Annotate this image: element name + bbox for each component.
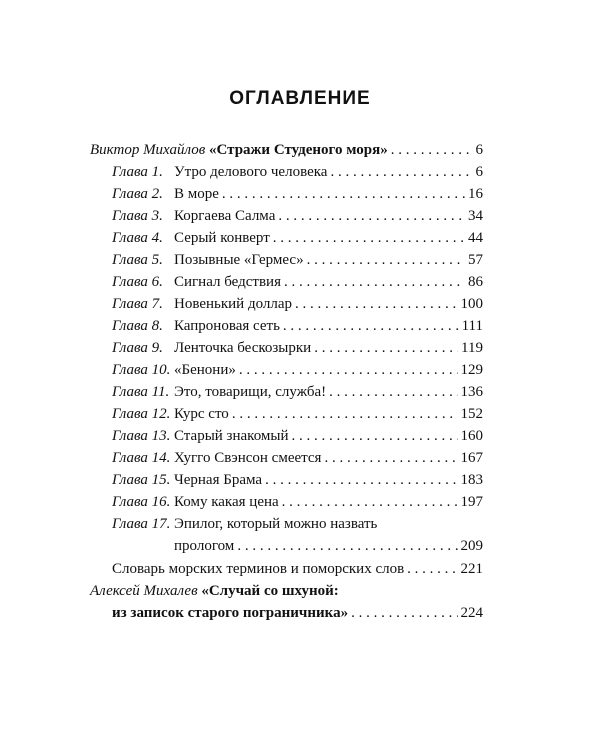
dot-leader [273, 227, 465, 249]
toc-chapter-entry[interactable] [112, 183, 483, 205]
page-number: 57 [468, 252, 483, 268]
dot-leader [265, 469, 457, 491]
chapter-title: Кому какая цена [174, 494, 279, 510]
chapter-label: Глава 8. [112, 318, 163, 334]
chapter-label: Глава 3. [112, 208, 163, 224]
toc-chapter-entry[interactable] [112, 271, 483, 293]
toc-chapter-entry[interactable] [112, 425, 483, 447]
page-number: 111 [461, 318, 483, 334]
chapter-title: Сигнал бедствия [174, 274, 281, 290]
page-number: 224 [460, 605, 483, 621]
toc-chapter-entry[interactable] [112, 205, 483, 227]
work-author: Виктор Михайлов [90, 142, 206, 158]
toc-work-entry[interactable] [90, 139, 483, 161]
page-number: 209 [460, 538, 483, 554]
dot-leader [237, 535, 457, 557]
dot-leader [295, 293, 457, 315]
dot-leader [314, 337, 458, 359]
chapter-label: Глава 11. [112, 384, 170, 400]
chapter-label: Глава 17. [112, 516, 171, 532]
dot-leader [351, 602, 457, 624]
toc-chapter-entry[interactable] [112, 227, 483, 249]
page-number: 197 [460, 494, 483, 510]
chapter-title-line2: прологом [174, 538, 235, 554]
chapter-label: Глава 14. [112, 450, 171, 466]
page-number: 129 [460, 362, 483, 378]
toc-chapter-entry[interactable] [112, 513, 483, 557]
dot-leader [307, 249, 465, 271]
chapter-title: Курс сто [174, 406, 229, 422]
dot-leader [407, 558, 457, 580]
toc-dictionary-entry[interactable] [112, 558, 483, 580]
page-number: 34 [468, 208, 483, 224]
chapter-title: В море [174, 186, 219, 202]
work-author: Алексей Михалев [90, 583, 198, 599]
toc-chapter-entry[interactable] [112, 491, 483, 513]
work-title: «Стражи Студеного моря» [209, 142, 388, 158]
page-number: 6 [475, 164, 483, 180]
toc-chapter-entry[interactable] [112, 315, 483, 337]
toc-chapter-entry[interactable] [112, 381, 483, 403]
page-number: 183 [460, 472, 483, 488]
chapter-title: Старый знакомый [174, 428, 289, 444]
chapter-title: Черная Брама [174, 472, 263, 488]
chapter-label: Глава 5. [112, 252, 163, 268]
toc-chapter-entry[interactable] [112, 469, 483, 491]
dot-leader [324, 447, 457, 469]
toc-chapter-entry[interactable] [112, 359, 483, 381]
page-number: 100 [460, 296, 483, 312]
page-number: 44 [468, 230, 483, 246]
table-of-contents [90, 139, 483, 624]
page-title: ОГЛАВЛЕНИЕ [229, 88, 371, 109]
page-number: 221 [460, 561, 483, 577]
toc-chapter-entry[interactable] [112, 403, 483, 425]
chapter-title: Это, товарищи, служба! [174, 384, 327, 400]
toc-chapter-entry[interactable] [112, 447, 483, 469]
toc-work-entry[interactable] [90, 580, 483, 624]
page-number: 119 [461, 340, 483, 356]
chapter-label: Глава 15. [112, 472, 171, 488]
page-number: 16 [468, 186, 483, 202]
page-number: 6 [475, 142, 483, 158]
toc-chapter-entry[interactable] [112, 293, 483, 315]
dot-leader [232, 403, 458, 425]
dot-leader [278, 205, 465, 227]
chapter-title: Позывные «Гермес» [174, 252, 304, 268]
toc-chapter-entry[interactable] [112, 161, 483, 183]
chapter-label: Глава 16. [112, 494, 171, 510]
chapter-label: Глава 6. [112, 274, 163, 290]
dot-leader [239, 359, 458, 381]
dot-leader [222, 183, 465, 205]
dictionary-title: Словарь морских терминов и поморских слов [112, 561, 405, 577]
chapter-title: Серый конверт [174, 230, 270, 246]
chapter-label: Глава 12. [112, 406, 171, 422]
dot-leader [282, 491, 458, 513]
chapter-label: Глава 1. [112, 164, 163, 180]
chapter-label: Глава 13. [112, 428, 171, 444]
page-number: 160 [460, 428, 483, 444]
chapter-label: Глава 4. [112, 230, 163, 246]
page-number: 167 [460, 450, 483, 466]
dot-leader [330, 161, 472, 183]
toc-chapter-entry[interactable] [112, 249, 483, 271]
work-title-line2: из записок старого пограничника» [112, 605, 349, 621]
dot-leader [292, 425, 458, 447]
chapter-label: Глава 10. [112, 362, 171, 378]
chapter-title: Капроновая сеть [174, 318, 280, 334]
work-title-line1: «Случай со шхуной: [201, 583, 339, 599]
toc-chapter-entry[interactable] [112, 337, 483, 359]
chapter-title: Хугго Свэнсон смеется [174, 450, 322, 466]
chapter-title: Утро делового человека [174, 164, 328, 180]
page-number: 152 [460, 406, 483, 422]
chapter-title: «Бенони» [174, 362, 236, 378]
chapter-title-line1: Эпилог, который можно назвать [174, 516, 378, 532]
chapter-title: Коргаева Салма [174, 208, 276, 224]
chapter-title: Ленточка бескозырки [174, 340, 312, 356]
page-number: 136 [460, 384, 483, 400]
chapter-label: Глава 9. [112, 340, 163, 356]
chapter-label: Глава 2. [112, 186, 163, 202]
chapter-label: Глава 7. [112, 296, 163, 312]
dot-leader [329, 381, 457, 403]
dot-leader [283, 315, 459, 337]
dot-leader [391, 139, 473, 161]
dot-leader [284, 271, 465, 293]
work-heading [90, 139, 388, 161]
chapter-title: Новенький доллар [174, 296, 293, 312]
page-number: 86 [468, 274, 483, 290]
